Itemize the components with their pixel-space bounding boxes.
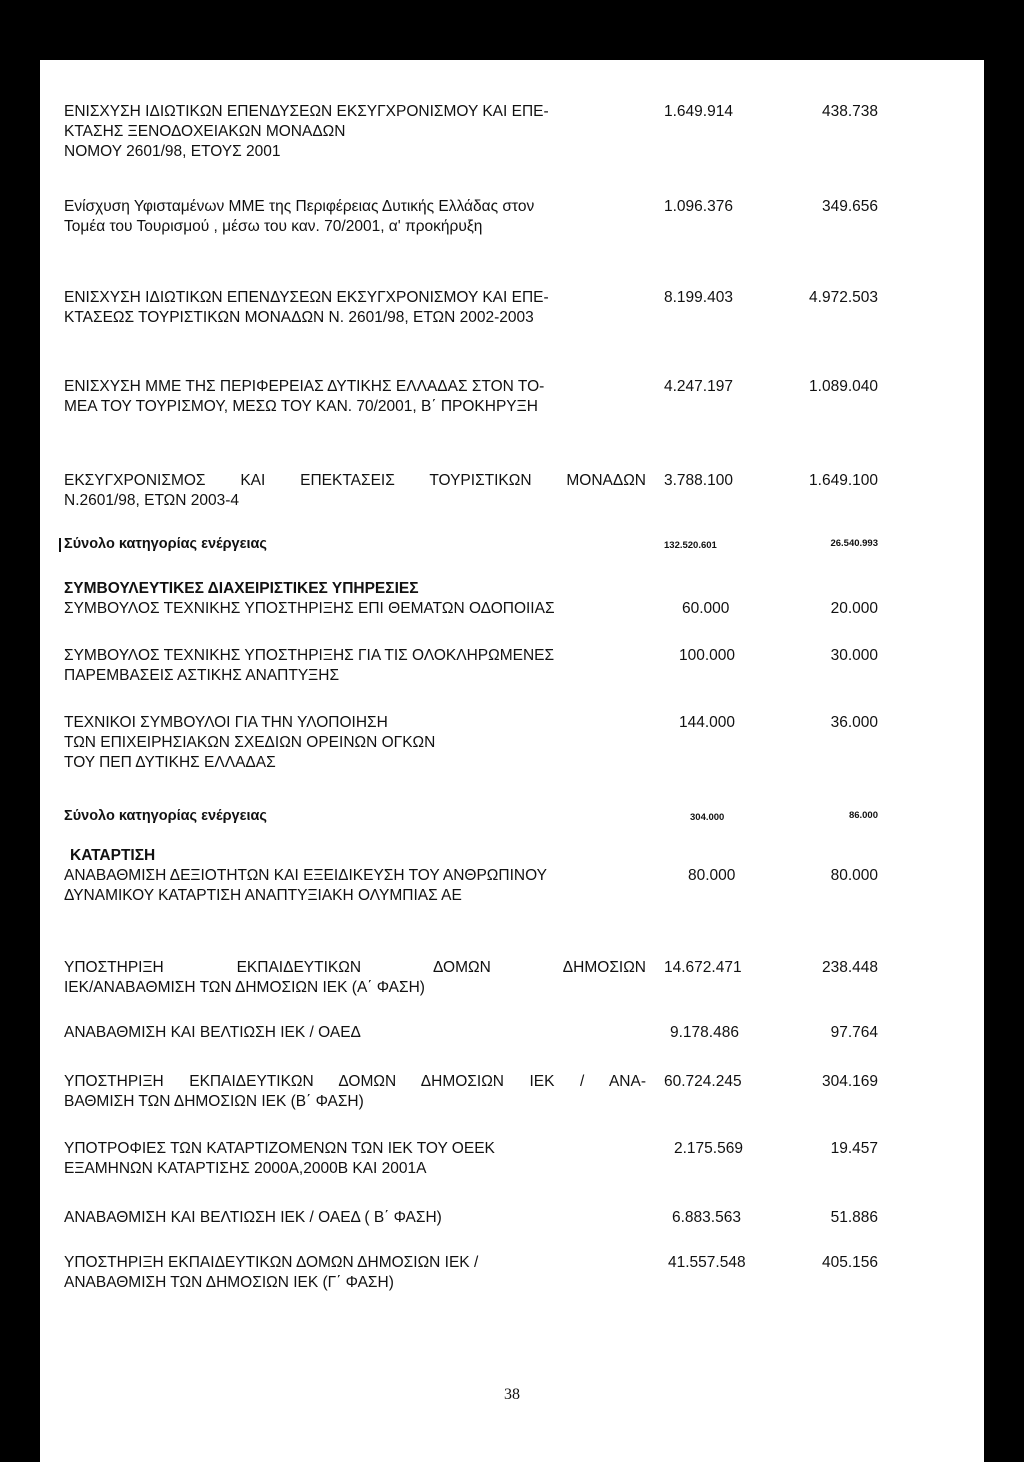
total-col1: 132.520.601 xyxy=(664,540,717,551)
value-col1: 2.175.569 xyxy=(674,1140,743,1157)
value-col1: 80.000 xyxy=(688,867,736,884)
category-total-label: Σύνολο κατηγορίας ενέργειας xyxy=(64,808,267,824)
value-col2: 97.764 xyxy=(830,1024,878,1041)
item-description: Ενίσχυση Υφισταμένων ΜΜΕ της Περιφέρειας Δυτικής Ελλάδας στον Τομέα του Τουρισμού , μέσω του καν. 70/2001, α' προκήρυξη xyxy=(64,198,535,235)
item-description: ΥΠΟΤΡΟΦΙΕΣ ΤΩΝ ΚΑΤΑΡΤΙΖΟΜΕΝΩΝ ΤΩΝ ΙΕΚ ΤΟΥ ΟΕΕΚ ΕΞΑΜΗΝΩΝ ΚΑΤΑΡΤΙΣΗΣ 2000Α,2000Β ΚΑΙ 2001Α xyxy=(64,1140,495,1177)
item-description: ΕΝΙΣΧΥΣΗ ΙΔΙΩΤΙΚΩΝ ΕΠΕΝΔΥΣΕΩΝ ΕΚΣΥΓΧΡΟΝΙΣΜΟΥ ΚΑΙ ΕΠΕ- ΚΤΑΣΗΣ ΞΕΝΟΔΟΧΕΙΑΚΩΝ ΜΟΝΑΔΩΝ ΝΟΜΟΥ 2601/98, ΕΤΟΥΣ 2001 xyxy=(64,103,549,160)
value-col1: 6.883.563 xyxy=(672,1209,741,1226)
value-col2: 405.156 xyxy=(821,1254,878,1271)
total-col2: 86.000 xyxy=(848,810,878,821)
item-description-cont: ΙΕΚ/ΑΝΑΒΑΘΜΙΣΗ ΤΩΝ ΔΗΜΟΣΙΩΝ ΙΕΚ (Α΄ ΦΑΣΗ) xyxy=(64,979,425,996)
value-col2: 304.169 xyxy=(821,1073,878,1090)
value-col2: 1.649.100 xyxy=(809,472,878,489)
value-col1: 100.000 xyxy=(679,647,736,664)
category-total-label: Σύνολο κατηγορίας ενέργειας xyxy=(64,536,267,552)
item-description: ΥΠΟΣΤΗΡΙΞΗ ΕΚΠΑΙΔΕΥΤΙΚΩΝ ΔΟΜΩΝ ΔΗΜΟΣΙΩΝ xyxy=(64,959,646,976)
item-description: ΑΝΑΒΑΘΜΙΣΗ ΚΑΙ ΒΕΛΤΙΩΣΗ ΙΕΚ / ΟΑΕΔ ( Β΄ ΦΑΣΗ) xyxy=(64,1209,442,1226)
value-col2: 4.972.503 xyxy=(809,289,878,306)
value-col1: 3.788.100 xyxy=(664,472,733,489)
value-col1: 60.724.245 xyxy=(664,1073,742,1090)
value-col1: 4.247.197 xyxy=(664,378,733,395)
item-description: ΥΠΟΣΤΗΡΙΞΗ ΕΚΠΑΙΔΕΥΤΙΚΩΝ ΔΟΜΩΝ ΔΗΜΟΣΙΩΝ ΙΕΚ / ΑΝΑ- xyxy=(64,1073,646,1090)
value-col1: 60.000 xyxy=(682,600,730,617)
margin-bar xyxy=(59,538,61,552)
document-page: ΕΝΙΣΧΥΣΗ ΙΔΙΩΤΙΚΩΝ ΕΠΕΝΔΥΣΕΩΝ ΕΚΣΥΓΧΡΟΝΙΣΜΟΥ ΚΑΙ ΕΠΕ- ΚΤΑΣΗΣ ΞΕΝΟΔΟΧΕΙΑΚΩΝ ΜΟΝΑΔΩΝ ΝΟΜΟΥ 2601/98, ΕΤΟΥΣ 2001 1.649.914 438.738 Ενίσχυση Υφισταμένων ΜΜΕ της Περιφέρειας Δυτικής Ελλάδας στον Τομέα του Τουρισμού , μέσω του καν. 70/2001, α' προκήρυξη 1.096.376 349.656 ΕΝΙΣΧΥΣΗ ΙΔΙΩΤΙΚΩΝ ΕΠΕΝΔΥΣΕΩΝ ΕΚΣΥΓΧΡΟΝΙΣΜΟΥ ΚΑΙ ΕΠΕ- ΚΤΑΣΕΩΣ ΤΟΥΡΙΣΤΙΚΩΝ ΜΟΝΑΔΩΝ Ν. 2601/98, ΕΤΩΝ 2002-2003 8.199.403 4.972.503 ΕΝΙΣΧΥΣΗ ΜΜΕ ΤΗΣ ΠΕΡΙΦΕΡΕΙΑΣ ΔΥΤΙΚΗΣ ΕΛΛΑΔΑΣ ΣΤΟΝ ΤΟ- ΜΕΑ ΤΟΥ ΤΟΥΡΙΣΜΟΥ, ΜΕΣΩ ΤΟΥ ΚΑΝ. 70/2001, Β΄ ΠΡΟΚΗΡΥΞΗ 4.247.197 1.089.040 ΕΚΣΥΓΧΡΟΝΙΣΜΟΣ ΚΑΙ ΕΠΕΚΤΑΣΕΙΣ ΤΟΥΡΙΣΤΙΚΩΝ ΜΟΝΑΔΩΝ Ν.2601/98, ΕΤΩΝ 2003-4 3.788.100 1.649.100 Σύνολο κατηγορίας ενέργειας 132.520.601 26.540.993 ΣΥΜΒΟΥΛΕΥΤΙΚΕΣ ΔΙΑΧΕΙΡΙΣΤΙΚΕΣ ΥΠΗΡΕΣΙΕΣ ΣΥΜΒΟΥΛΟΣ ΤΕΧΝΙΚΗΣ ΥΠΟΣΤΗΡΙΞΗΣ ΕΠΙ ΘΕΜΑΤΩΝ ΟΔΟΠΟΙΙΑΣ 60.000 20.000 ΣΥΜΒΟΥΛΟΣ ΤΕΧΝΙΚΗΣ ΥΠΟΣΤΗΡΙΞΗΣ ΓΙΑ ΤΙΣ ΟΛΟΚΛΗΡΩΜΕΝΕΣ ΠΑΡΕΜΒΑΣΕΙΣ ΑΣΤΙΚΗΣ ΑΝΑΠΤΥΞΗΣ 100.000 30.000 ΤΕΧΝΙΚΟΙ ΣΥΜΒΟΥΛΟΙ ΓΙΑ ΤΗΝ ΥΛΟΠΟΙΗΣΗ ΤΩΝ ΕΠΙΧΕΙΡΗΣΙΑΚΩΝ ΣΧΕΔΙΩΝ ΟΡΕΙΝΩΝ ΟΓΚΩΝ ΤΟΥ ΠΕΠ ΔΥΤΙΚΗΣ ΕΛΛΑΔΑΣ 144.000 36.000 Σύνολο κατηγορίας ενέργειας 304.000 86.000 ΚΑΤΑΡΤΙΣΗ ΑΝΑΒΑΘΜΙΣΗ ΔΕΞΙΟΤΗΤΩΝ ΚΑΙ ΕΞΕΙΔΙΚΕΥΣΗ ΤΟΥ ΑΝΘΡΩΠΙΝΟΥ ΔΥΝΑΜΙΚΟΥ ΚΑΤΑΡΤΙΣΗ ΑΝΑΠΤΥΞΙΑΚΗ ΟΛΥΜΠΙΑΣ ΑΕ 80.000 80.000 ΥΠΟΣΤΗΡΙΞΗ ΕΚΠΑΙΔΕΥΤΙΚΩΝ ΔΟΜΩΝ ΔΗΜΟΣΙΩΝ ΙΕΚ/ΑΝΑΒΑΘΜΙΣΗ ΤΩΝ ΔΗΜΟΣΙΩΝ ΙΕΚ (Α΄ ΦΑΣΗ) 14.672.471 238.448 ΑΝΑΒΑΘΜΙΣΗ ΚΑΙ ΒΕΛΤΙΩΣΗ ΙΕΚ / ΟΑΕΔ 9.178.486 97.764 ΥΠΟΣΤΗΡΙΞΗ ΕΚΠΑΙΔΕΥΤΙΚΩΝ ΔΟΜΩΝ ΔΗΜΟΣΙΩΝ ΙΕΚ / ΑΝΑ- ΒΑΘΜΙΣΗ ΤΩΝ ΔΗΜΟΣΙΩΝ ΙΕΚ (Β΄ ΦΑΣΗ) 60.724.245 304.169 ΥΠΟΤΡΟΦΙΕΣ ΤΩΝ ΚΑΤΑΡΤΙΖΟΜΕΝΩΝ ΤΩΝ ΙΕΚ ΤΟΥ ΟΕΕΚ ΕΞΑΜΗΝΩΝ ΚΑΤΑΡΤΙΣΗΣ 2000Α,2000Β ΚΑΙ 2001Α 2.175.569 19.457 ΑΝΑΒΑΘΜΙΣΗ ΚΑΙ ΒΕΛΤΙΩΣΗ ΙΕΚ / ΟΑΕΔ ( Β΄ ΦΑΣΗ) 6.883.563 51.886 ΥΠΟΣΤΗΡΙΞΗ ΕΚΠΑΙΔΕΥΤΙΚΩΝ ΔΟΜΩΝ ΔΗΜΟΣΙΩΝ ΙΕΚ / ΑΝΑΒΑΘΜΙΣΗ ΤΩΝ ΔΗΜΟΣΙΩΝ ΙΕΚ (Γ΄ ΦΑΣΗ) 41.557.548 405.156 38 xyxy=(40,60,984,1462)
item-description-cont: Ν.2601/98, ΕΤΩΝ 2003-4 xyxy=(64,492,240,509)
value-col1: 14.672.471 xyxy=(664,959,742,976)
value-col1: 8.199.403 xyxy=(664,289,733,306)
value-col2: 238.448 xyxy=(821,959,878,976)
value-col2: 19.457 xyxy=(830,1140,878,1157)
value-col2: 80.000 xyxy=(830,867,878,884)
value-col1: 1.649.914 xyxy=(664,103,733,120)
item-description-cont: ΒΑΘΜΙΣΗ ΤΩΝ ΔΗΜΟΣΙΩΝ ΙΕΚ (Β΄ ΦΑΣΗ) xyxy=(64,1093,364,1110)
item-description: ΕΚΣΥΓΧΡΟΝΙΣΜΟΣ ΚΑΙ ΕΠΕΚΤΑΣΕΙΣ ΤΟΥΡΙΣΤΙΚΩΝ ΜΟΝΑΔΩΝ xyxy=(64,472,646,489)
item-description: ΣΥΜΒΟΥΛΟΣ ΤΕΧΝΙΚΗΣ ΥΠΟΣΤΗΡΙΞΗΣ ΓΙΑ ΤΙΣ ΟΛΟΚΛΗΡΩΜΕΝΕΣ ΠΑΡΕΜΒΑΣΕΙΣ ΑΣΤΙΚΗΣ ΑΝΑΠΤΥΞΗΣ xyxy=(64,647,555,684)
item-description: ΕΝΙΣΧΥΣΗ ΙΔΙΩΤΙΚΩΝ ΕΠΕΝΔΥΣΕΩΝ ΕΚΣΥΓΧΡΟΝΙΣΜΟΥ ΚΑΙ ΕΠΕ- ΚΤΑΣΕΩΣ ΤΟΥΡΙΣΤΙΚΩΝ ΜΟΝΑΔΩΝ Ν. 2601/98, ΕΤΩΝ 2002-2003 xyxy=(64,289,549,326)
value-col2: 30.000 xyxy=(830,647,878,664)
value-col1: 144.000 xyxy=(679,714,736,731)
page-number: 38 xyxy=(504,1386,520,1403)
item-description: ΕΝΙΣΧΥΣΗ ΜΜΕ ΤΗΣ ΠΕΡΙΦΕΡΕΙΑΣ ΔΥΤΙΚΗΣ ΕΛΛΑΔΑΣ ΣΤΟΝ ΤΟ- ΜΕΑ ΤΟΥ ΤΟΥΡΙΣΜΟΥ, ΜΕΣΩ ΤΟΥ ΚΑΝ. 70/2001, Β΄ ΠΡΟΚΗΡΥΞΗ xyxy=(64,378,545,415)
item-description: ΥΠΟΣΤΗΡΙΞΗ ΕΚΠΑΙΔΕΥΤΙΚΩΝ ΔΟΜΩΝ ΔΗΜΟΣΙΩΝ ΙΕΚ / ΑΝΑΒΑΘΜΙΣΗ ΤΩΝ ΔΗΜΟΣΙΩΝ ΙΕΚ (Γ΄ ΦΑΣΗ) xyxy=(64,1254,479,1291)
item-description: ΤΕΧΝΙΚΟΙ ΣΥΜΒΟΥΛΟΙ ΓΙΑ ΤΗΝ ΥΛΟΠΟΙΗΣΗ ΤΩΝ ΕΠΙΧΕΙΡΗΣΙΑΚΩΝ ΣΧΕΔΙΩΝ ΟΡΕΙΝΩΝ ΟΓΚΩΝ ΤΟΥ ΠΕΠ ΔΥΤΙΚΗΣ ΕΛΛΑΔΑΣ xyxy=(64,714,436,771)
value-col2: 20.000 xyxy=(830,600,878,617)
value-col2: 51.886 xyxy=(830,1209,878,1226)
item-description: ΑΝΑΒΑΘΜΙΣΗ ΔΕΞΙΟΤΗΤΩΝ ΚΑΙ ΕΞΕΙΔΙΚΕΥΣΗ ΤΟΥ ΑΝΘΡΩΠΙΝΟΥ ΔΥΝΑΜΙΚΟΥ ΚΑΤΑΡΤΙΣΗ ΑΝΑΠΤΥΞΙΑΚΗ ΟΛΥΜΠΙΑΣ ΑΕ xyxy=(64,867,547,904)
value-col2: 1.089.040 xyxy=(809,378,878,395)
value-col2: 349.656 xyxy=(821,198,878,215)
value-col1: 1.096.376 xyxy=(664,198,733,215)
item-description: ΑΝΑΒΑΘΜΙΣΗ ΚΑΙ ΒΕΛΤΙΩΣΗ ΙΕΚ / ΟΑΕΔ xyxy=(64,1024,361,1041)
value-col2: 36.000 xyxy=(830,714,878,731)
total-col2: 26.540.993 xyxy=(830,538,878,549)
total-col1: 304.000 xyxy=(690,812,725,823)
item-description: ΣΥΜΒΟΥΛΟΣ ΤΕΧΝΙΚΗΣ ΥΠΟΣΤΗΡΙΞΗΣ ΕΠΙ ΘΕΜΑΤΩΝ ΟΔΟΠΟΙΙΑΣ xyxy=(64,600,555,617)
value-col1: 41.557.548 xyxy=(668,1254,746,1271)
value-col1: 9.178.486 xyxy=(670,1024,739,1041)
value-col2: 438.738 xyxy=(821,103,878,120)
